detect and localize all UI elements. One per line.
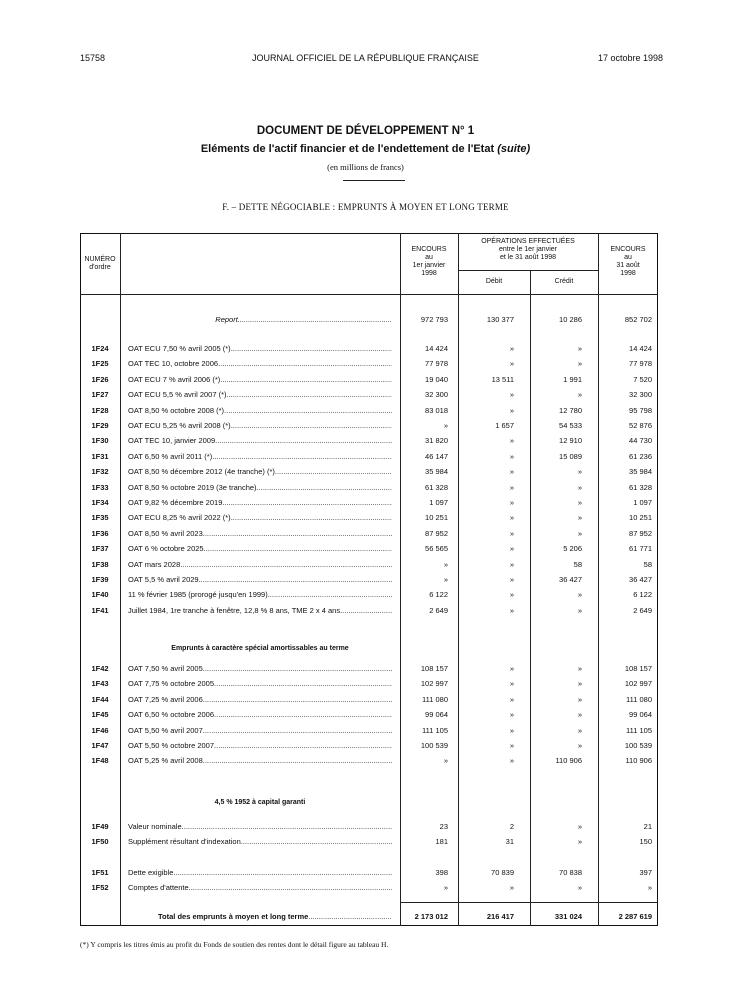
cell-value: » [509, 559, 514, 569]
row-number: 1F42 [91, 664, 109, 673]
row-label-text: OAT TEC 10, janvier 2009 [128, 436, 216, 446]
cell-value: 1 097 [429, 498, 448, 507]
row-label [128, 359, 392, 368]
col-divider [120, 233, 121, 926]
row-label-text: OAT ECU 7 % avril 2006 (*) [128, 374, 221, 384]
cell-value: » [509, 664, 514, 673]
row-label-text: OAT ECU 8,25 % avril 2022 (*) [128, 513, 231, 523]
row-label [128, 710, 392, 719]
units-note: (en millions de francs) [327, 162, 404, 172]
row-label-text: Dette exigible [128, 868, 174, 877]
row-label [128, 837, 392, 846]
subtitle-text: Eléments de l'actif financier et de l'endettement de l'Etat [200, 143, 495, 155]
row-number: 1F27 [91, 390, 109, 400]
col-header-encours-debut [400, 246, 458, 278]
cell-value: » [443, 421, 448, 430]
row-number: 1F41 [91, 605, 109, 615]
cell-value: 23 [439, 822, 448, 831]
title-rule [343, 180, 405, 181]
row-label [128, 544, 392, 553]
cell-value: 10 251 [425, 513, 448, 523]
cell-value: » [509, 883, 514, 893]
header-line: ENCOURS [411, 246, 447, 253]
row-label-text: OAT 6,50 % avril 2011 (*) [128, 451, 213, 461]
issue-date: 17 octobre 1998 [597, 53, 663, 63]
header-line: au [425, 254, 433, 261]
cell-value: » [443, 559, 448, 569]
cell-value: 61 771 [629, 544, 652, 554]
header-line: au [624, 254, 632, 261]
row-number: 1F44 [91, 694, 109, 704]
cell-value: 2 [509, 822, 514, 831]
cell-value: » [577, 710, 582, 720]
row-label-text: OAT ECU 5,25 % avril 2008 (*) [128, 421, 231, 430]
cell-value: 61 328 [425, 482, 448, 492]
cell-value: 15 089 [559, 451, 582, 461]
row-label [128, 695, 392, 704]
cell-value: 12 910 [559, 436, 582, 446]
cell-value: 1 991 [563, 374, 582, 384]
cell-value: 102 997 [624, 679, 652, 689]
cell-value: 7 520 [633, 374, 652, 384]
row-number: 1F38 [91, 559, 109, 569]
row-label [128, 513, 392, 522]
total-value: 216 417 [486, 912, 514, 921]
row-number: 1F40 [91, 590, 109, 600]
report-value: 10 286 [559, 315, 582, 324]
cell-value: » [509, 436, 514, 446]
report-value: 130 377 [486, 315, 514, 324]
cell-value: 398 [435, 868, 448, 877]
row-label [128, 375, 392, 384]
cell-value: » [443, 883, 448, 893]
group-title: Emprunts à caractère spécial amortissables au terme [171, 645, 349, 652]
document-title: DOCUMENT DE DÉVELOPPEMENT N° 1 [256, 125, 475, 137]
row-label-text: OAT 6,50 % octobre 2006 [128, 710, 215, 720]
cell-value: 36 427 [629, 575, 652, 584]
subtitle-suffix: (suite) [497, 143, 531, 155]
cell-value: 77 978 [629, 359, 652, 369]
row-number: 1F31 [91, 451, 109, 461]
cell-value: » [509, 710, 514, 720]
row-label-text: OAT 5,5 % avril 2029 [128, 575, 199, 584]
cell-value: » [577, 359, 582, 369]
row-label-text: OAT 8,50 % décembre 2012 (4e tranche) (*) [128, 467, 275, 477]
cell-value: » [577, 482, 582, 492]
cell-value: 110 906 [625, 756, 652, 766]
row-number: 1F36 [91, 528, 109, 538]
cell-value: 2 649 [633, 605, 652, 615]
cell-value: » [509, 359, 514, 369]
row-number: 1F50 [91, 837, 109, 847]
row-label-text: OAT 5,50 % avril 2007 [128, 725, 203, 735]
cell-value: 77 978 [425, 359, 448, 369]
cell-value: 6 122 [633, 590, 652, 600]
cell-value: 111 080 [422, 694, 448, 704]
cell-value: » [577, 590, 582, 600]
row-label-text: Valeur nominale [128, 822, 182, 831]
cell-value: 35 984 [629, 467, 652, 477]
cell-value: 5 206 [563, 544, 582, 554]
col-header-operations [458, 238, 598, 262]
cell-value: » [509, 482, 514, 492]
row-label [128, 590, 392, 599]
cell-value: 58 [573, 559, 582, 569]
header-line: entre le 1er janvier [499, 246, 557, 253]
cell-value: 2 649 [429, 605, 448, 615]
cell-value: 111 080 [626, 694, 652, 704]
cell-value: 19 040 [425, 374, 448, 384]
cell-value: » [577, 605, 582, 615]
cell-value: 108 157 [420, 664, 448, 673]
row-number: 1F32 [91, 467, 109, 477]
row-number: 1F43 [91, 679, 109, 689]
row-label [128, 575, 392, 584]
cell-value: 95 798 [629, 405, 652, 415]
row-label [128, 421, 392, 430]
cell-value: 52 876 [629, 421, 652, 430]
cell-value: 111 105 [422, 725, 448, 735]
cell-value: 31 820 [425, 436, 448, 446]
report-label: Report.......................................................................... [215, 315, 392, 324]
journal-title: JOURNAL OFFICIEL DE LA RÉPUBLIQUE FRANÇAISE [252, 53, 479, 63]
cell-value: 12 780 [559, 405, 582, 415]
col-header-debit: Débit [485, 278, 503, 285]
total-value: 2 287 619 [618, 912, 652, 921]
row-label [128, 390, 392, 399]
total-value: 331 024 [554, 912, 582, 921]
row-number: 1F30 [91, 436, 109, 446]
row-number: 1F24 [91, 344, 109, 353]
col-header-credit: Crédit [554, 278, 574, 285]
row-label [128, 679, 392, 688]
cell-value: 1 657 [495, 421, 514, 430]
col-header-numero [80, 256, 120, 272]
cell-value: » [577, 694, 582, 704]
row-label-text: OAT 5,50 % octobre 2007 [128, 741, 215, 750]
cell-value: 56 565 [425, 544, 448, 554]
row-label [128, 467, 392, 476]
header-subdivider [458, 270, 598, 271]
cell-value: 87 952 [629, 528, 652, 538]
cell-value: 6 122 [429, 590, 448, 600]
report-value: 852 702 [624, 315, 652, 324]
row-number: 1F47 [91, 741, 109, 750]
cell-value: 21 [643, 822, 652, 831]
row-label [128, 344, 392, 353]
report-text: Report [215, 315, 238, 324]
cell-value: 99 064 [629, 710, 652, 720]
row-number: 1F45 [91, 710, 109, 720]
row-label [128, 498, 392, 507]
row-number: 1F33 [91, 482, 109, 492]
cell-value: 35 984 [425, 467, 448, 477]
header-line: 31 août [616, 262, 640, 269]
cell-value: 32 300 [629, 390, 652, 400]
row-label-text: OAT 7,25 % avril 2006 [128, 694, 203, 704]
header-line: 1998 [421, 270, 437, 277]
cell-value: » [509, 405, 514, 415]
row-number: 1F46 [91, 725, 109, 735]
cell-value: 1 097 [633, 498, 652, 507]
cell-value: 70 838 [559, 868, 582, 877]
total-value: 2 173 012 [414, 912, 448, 921]
cell-value: 32 300 [425, 390, 448, 400]
cell-value: » [577, 822, 582, 831]
cell-value: » [577, 528, 582, 538]
row-label [128, 868, 392, 877]
row-number: 1F48 [91, 756, 109, 766]
row-label [128, 822, 392, 831]
cell-value: » [509, 575, 514, 584]
cell-value: » [577, 725, 582, 735]
row-number: 1F34 [91, 498, 109, 507]
row-label [128, 883, 392, 892]
report-value: 972 793 [420, 315, 448, 324]
cell-value: 36 427 [559, 575, 582, 584]
row-label [128, 756, 392, 765]
cell-value: » [509, 590, 514, 600]
row-label-text: OAT 7,50 % avril 2005 [128, 664, 203, 673]
cell-value: » [509, 725, 514, 735]
row-label [128, 452, 392, 461]
header-bottom-rule [80, 294, 658, 295]
row-label-text: OAT ECU 7,50 % avril 2005 (*) [128, 344, 231, 353]
cell-value: » [509, 679, 514, 689]
cell-value: 61 328 [629, 482, 652, 492]
cell-value: 13 511 [491, 374, 514, 384]
cell-value: » [509, 694, 514, 704]
document-subtitle [0, 143, 731, 155]
cell-value: » [577, 664, 582, 673]
cell-value: » [509, 498, 514, 507]
cell-value: » [577, 344, 582, 353]
row-number: 1F25 [91, 359, 109, 369]
cell-value: » [577, 741, 582, 750]
row-label [128, 560, 392, 569]
row-number: 1F26 [91, 374, 109, 384]
row-number: 1F35 [91, 513, 109, 523]
cell-value: » [443, 575, 448, 584]
cell-value: 111 105 [626, 725, 652, 735]
cell-value: 31 [505, 837, 514, 847]
cell-value: 108 157 [624, 664, 652, 673]
row-label-text: OAT mars 2028 [128, 559, 181, 569]
cell-value: 14 424 [629, 344, 652, 353]
header-line: ENCOURS [610, 246, 646, 253]
section-title: F. – DETTE NÉGOCIABLE : EMPRUNTS À MOYEN ET LONG TERME [222, 202, 509, 212]
row-label-text: OAT 8,50 % octobre 2008 (*) [128, 405, 225, 415]
cell-value: » [577, 679, 582, 689]
col-divider [598, 233, 599, 926]
row-number: 1F37 [91, 544, 109, 554]
col-divider [458, 233, 459, 926]
cell-value: » [577, 883, 582, 893]
cell-value: 99 064 [425, 710, 448, 720]
header-line: 1er janvier [412, 262, 446, 269]
cell-value: » [509, 741, 514, 750]
page-number: 15758 [80, 53, 106, 63]
row-number: 1F52 [91, 883, 109, 893]
row-number: 1F39 [91, 575, 109, 584]
row-label [128, 529, 392, 538]
row-number: 1F29 [91, 421, 109, 430]
row-label [128, 606, 392, 615]
cell-value: 100 539 [420, 741, 448, 750]
cell-value: » [577, 513, 582, 523]
cell-value: 87 952 [425, 528, 448, 538]
cell-value: » [509, 344, 514, 353]
cell-value: » [509, 467, 514, 477]
row-label-text: OAT 9,82 % décembre 2019 [128, 498, 223, 507]
cell-value: » [509, 451, 514, 461]
row-label [128, 483, 392, 492]
row-label-text: OAT 7,75 % octobre 2005 [128, 679, 215, 689]
row-label [128, 406, 392, 415]
total-label [128, 912, 392, 921]
col-header-encours-fin [598, 246, 658, 278]
cell-value: 46 147 [425, 451, 448, 461]
header-line: d'ordre [89, 264, 111, 271]
cell-value: 397 [639, 868, 652, 877]
header-line: 1998 [620, 270, 636, 277]
cell-value: » [577, 390, 582, 400]
row-label-text: Comptes d'attente [128, 883, 189, 893]
header-line: NUMÉRO [84, 256, 116, 263]
cell-value: 10 251 [629, 513, 652, 523]
cell-value: 58 [643, 559, 652, 569]
cell-value: » [509, 513, 514, 523]
total-text: Total des emprunts à moyen et long terme [158, 912, 309, 921]
cell-value: » [647, 883, 652, 893]
cell-value: 100 539 [624, 741, 652, 750]
row-label-text: Supplément résultant d'indexation [128, 837, 241, 847]
row-label-text: OAT 8,50 % octobre 2019 (3e tranche) [128, 482, 257, 492]
cell-value: » [509, 544, 514, 554]
row-number: 1F51 [91, 868, 109, 877]
row-number: 1F49 [91, 822, 109, 831]
cell-value: » [577, 467, 582, 477]
cell-value: » [509, 756, 514, 766]
row-label [128, 436, 392, 445]
cell-value: 181 [435, 837, 448, 847]
header-line: OPÉRATIONS EFFECTUÉES [481, 238, 575, 245]
cell-value: 102 997 [420, 679, 448, 689]
cell-value: 110 906 [555, 756, 582, 766]
header-line: et le 31 août 1998 [499, 254, 557, 261]
row-label-text: OAT TEC 10, octobre 2006 [128, 359, 219, 369]
cell-value: 61 236 [629, 451, 652, 461]
cell-value: » [509, 390, 514, 400]
row-number: 1F28 [91, 405, 109, 415]
cell-value: » [509, 605, 514, 615]
cell-value: 44 730 [629, 436, 652, 446]
row-label [128, 664, 392, 673]
row-label-text: Juillet 1984, 1re tranche à fenêtre, 12,8 % 8 ans, TME 2 x 4 ans [128, 605, 341, 615]
footnote: (*) Y compris les titres émis au profit du Fonds de soutien des rentes dont le détail figure au tableau H. [80, 940, 389, 949]
cell-value: » [443, 756, 448, 766]
cell-value: » [577, 498, 582, 507]
row-label-text: OAT 5,25 % avril 2008 [128, 756, 203, 766]
cell-value: 14 424 [425, 344, 448, 353]
cell-value: » [509, 528, 514, 538]
row-label [128, 741, 392, 750]
cell-value: 150 [639, 837, 652, 847]
cell-value: 83 018 [425, 405, 448, 415]
row-label-text: OAT ECU 5,5 % avril 2007 (*) [128, 390, 227, 400]
cell-value: 54 533 [559, 421, 582, 430]
row-label-text: 11 % février 1985 (prorogé jusqu'en 1999) [128, 590, 268, 600]
row-label-text: OAT 6 % octobre 2025 [128, 544, 204, 554]
row-label [128, 726, 392, 735]
row-label-text: OAT 8,50 % avril 2023 [128, 528, 203, 538]
cell-value: » [577, 837, 582, 847]
total-rule [400, 902, 658, 903]
group-title: 4,5 % 1952 à capital garanti [214, 799, 306, 806]
cell-value: 70 839 [491, 868, 514, 877]
